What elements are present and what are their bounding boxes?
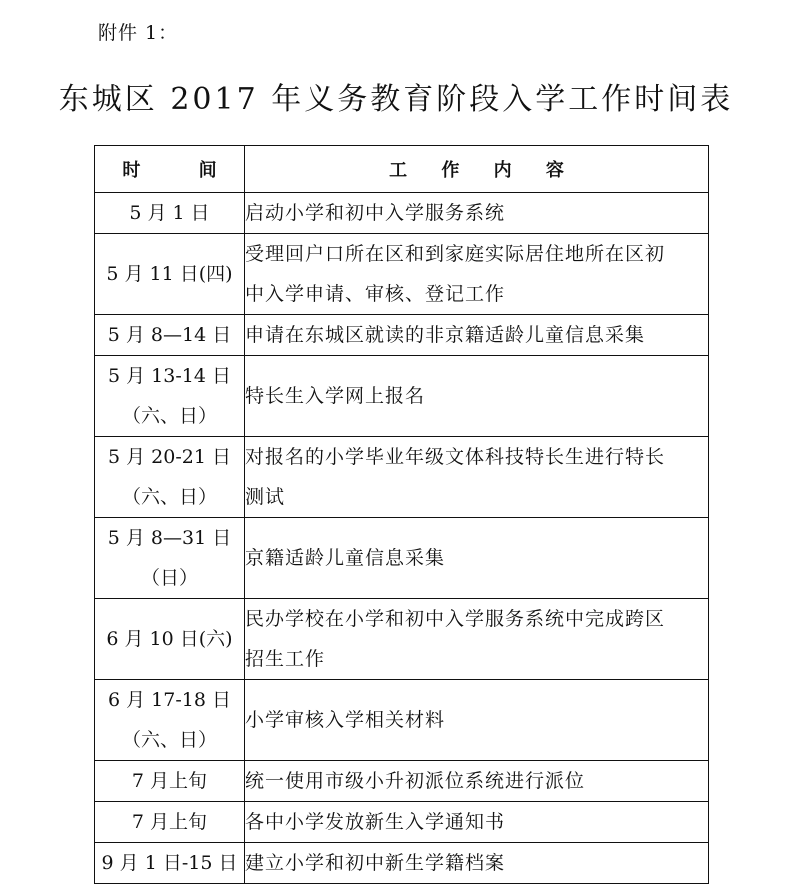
content-cell <box>245 599 709 680</box>
time-text: 5 月 20-21 日 <box>108 446 231 468</box>
time-text: 6 月 17-18 日 <box>108 689 231 711</box>
table-row <box>95 234 709 315</box>
header-time <box>95 146 245 193</box>
content-cell <box>245 315 709 356</box>
time-text: 7 月上旬 <box>131 770 208 792</box>
content-cell <box>245 680 709 761</box>
content-text: 启动小学和初中入学服务系统 <box>245 202 506 224</box>
schedule-table <box>94 145 709 884</box>
table-header-row <box>95 146 709 193</box>
content-cell <box>245 761 709 802</box>
time-text: （日） <box>140 567 198 589</box>
time-cell <box>95 234 245 315</box>
attachment-label: 附件 1： <box>98 22 179 44</box>
content-text: 京籍适龄儿童信息采集 <box>245 547 446 569</box>
time-cell <box>95 193 245 234</box>
time-text: （六、日） <box>121 405 217 427</box>
table-row <box>95 518 709 599</box>
page-title: 东城区 2017 年义务教育阶段入学工作时间表 <box>58 82 734 117</box>
time-text: （六、日） <box>121 729 217 751</box>
content-cell <box>245 518 709 599</box>
table-row <box>95 843 709 884</box>
content-cell <box>245 234 709 315</box>
time-cell <box>95 518 245 599</box>
content-cell <box>245 193 709 234</box>
content-text: 申请在东城区就读的非京籍适龄儿童信息采集 <box>245 324 646 346</box>
table-row <box>95 437 709 518</box>
time-cell <box>95 680 245 761</box>
content-text: 特长生入学网上报名 <box>245 385 426 407</box>
content-text: 小学审核入学相关材料 <box>245 709 446 731</box>
content-cell <box>245 843 709 884</box>
time-text: 5 月 8—14 日 <box>107 324 232 346</box>
table-row <box>95 193 709 234</box>
time-text: 5 月 8—31 日 <box>107 527 232 549</box>
table-row <box>95 802 709 843</box>
time-cell <box>95 315 245 356</box>
time-text: 9 月 1 日-15 日 <box>101 852 238 874</box>
time-text: 5 月 1 日 <box>129 202 210 224</box>
content-cell <box>245 437 709 518</box>
content-text: 统一使用市级小升初派位系统进行派位 <box>245 770 586 792</box>
content-text: 测试 <box>245 486 286 508</box>
time-cell <box>95 437 245 518</box>
table-row <box>95 599 709 680</box>
time-text: （六、日） <box>121 486 217 508</box>
table-row <box>95 315 709 356</box>
content-cell <box>245 802 709 843</box>
header-content-label: 工 作 内 容 <box>389 160 578 181</box>
content-text: 招生工作 <box>245 648 326 670</box>
content-text: 民办学校在小学和初中入学服务系统中完成跨区 <box>245 608 666 630</box>
time-text: 5 月 13-14 日 <box>108 365 231 387</box>
time-cell <box>95 761 245 802</box>
content-text: 中入学申请、审核、登记工作 <box>245 283 506 305</box>
time-cell <box>95 599 245 680</box>
table-row <box>95 356 709 437</box>
content-cell <box>245 356 709 437</box>
time-text: 7 月上旬 <box>131 811 208 833</box>
time-text: 5 月 11 日(四) <box>106 263 233 285</box>
time-cell <box>95 802 245 843</box>
content-text: 对报名的小学毕业年级文体科技特长生进行特长 <box>245 446 666 468</box>
time-text: 6 月 10 日(六) <box>106 628 233 650</box>
time-cell <box>95 356 245 437</box>
content-text: 受理回户口所在区和到家庭实际居住地所在区初 <box>245 243 666 265</box>
time-cell <box>95 843 245 884</box>
header-time-label: 时 间 <box>122 160 243 181</box>
table-row <box>95 761 709 802</box>
header-content <box>245 146 709 193</box>
content-text: 各中小学发放新生入学通知书 <box>245 811 506 833</box>
table-row <box>95 680 709 761</box>
content-text: 建立小学和初中新生学籍档案 <box>245 852 506 874</box>
